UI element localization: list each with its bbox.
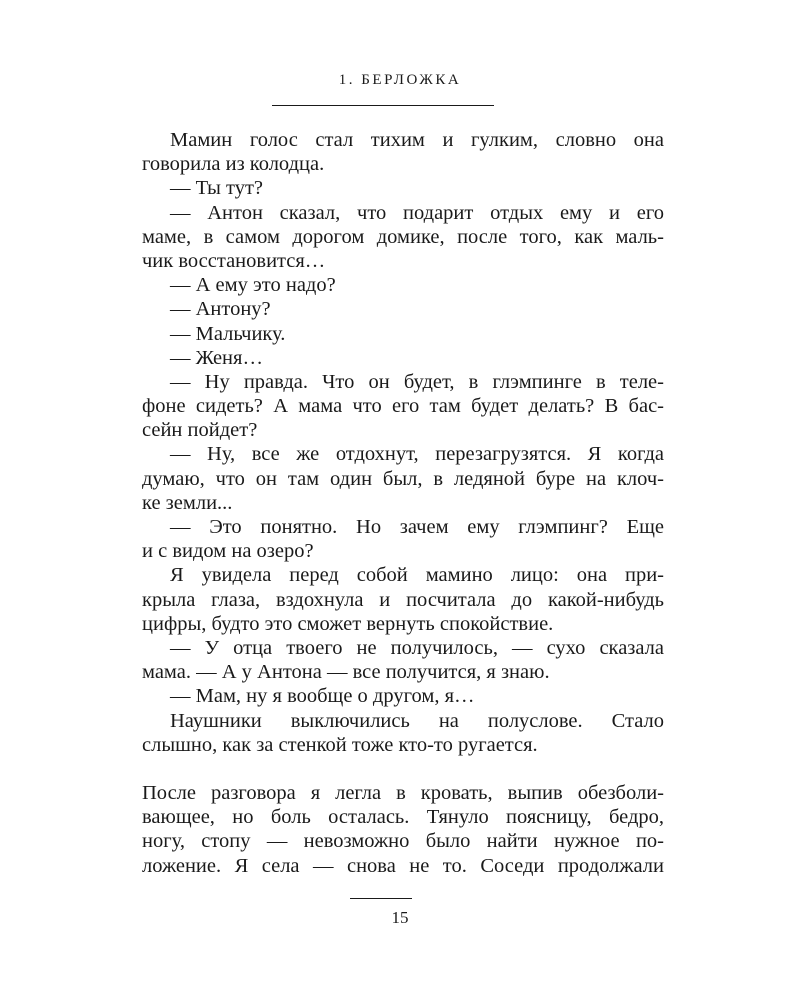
text-line: — Ты тут?	[170, 177, 264, 200]
text-line: Я увидела перед собой мамино лицо: она при-	[170, 564, 664, 587]
footer-rule	[350, 898, 412, 899]
text-line: мама. — А у Антона — все получится, я знаю.	[142, 661, 550, 684]
page-body	[142, 128, 664, 878]
text-line: — Женя…	[170, 346, 263, 369]
text-line: Наушники выключились на полуслове. Стало	[170, 709, 664, 732]
text-line: сейн пойдет?	[142, 419, 258, 442]
text-line: — Антону?	[170, 298, 271, 321]
text-line: крыла глаза, вздохнула и посчитала до какой-нибудь	[142, 588, 664, 611]
text-line: — Мам, ну я вообще о другом, я…	[170, 685, 475, 708]
text-line: — Ну, все же отдохнут, перезагрузятся. Я когда	[170, 443, 664, 466]
text-line: маме, в самом дорогом домике, после того, как маль-	[142, 225, 664, 248]
text-line: фоне сидеть? А мама что его там будет делать? В бас-	[142, 395, 664, 418]
header-rule	[272, 105, 494, 106]
text-line: цифры, будто это сможет вернуть спокойствие.	[142, 612, 554, 635]
section-break	[142, 757, 664, 781]
text-line: ке земли...	[142, 491, 233, 514]
text-line: — А ему это надо?	[170, 274, 336, 297]
text-line: Мамин голос стал тихим и гулким, словно она	[170, 129, 664, 151]
running-header: 1. БЕРЛОЖКА	[338, 72, 462, 88]
text-line: говорила из колодца.	[142, 153, 325, 176]
text-line: чик восстановится…	[142, 249, 326, 272]
text-line: — Антон сказал, что подарит отдых ему и его	[170, 201, 664, 224]
text-line: ложение. Я села — снова не то. Соседи продолжали	[142, 854, 664, 877]
text-line: — У отца твоего не получилось, — сухо сказала	[170, 636, 664, 659]
text-line: и с видом на озеро?	[142, 540, 314, 563]
text-line: — Мальчику.	[170, 322, 286, 345]
text-line: — Это понятно. Но зачем ему глэмпинг? Еще	[170, 516, 664, 538]
text-line: — Ну правда. Что он будет, в глэмпинге в теле-	[170, 370, 664, 393]
text-line: слышно, как за стенкой тоже кто-то ругается.	[142, 733, 538, 756]
page-number: 15	[391, 908, 409, 927]
text-line: ногу, стопу — невозможно было найти нужное по-	[142, 830, 664, 853]
text-line: думаю, что он там один был, в ледяной буре на клоч-	[142, 467, 664, 490]
text-line: После разговора я легла в кровать, выпив обезболи-	[142, 782, 664, 805]
text-line: вающее, но боль осталась. Тянуло поясницу, бедро,	[142, 806, 664, 829]
